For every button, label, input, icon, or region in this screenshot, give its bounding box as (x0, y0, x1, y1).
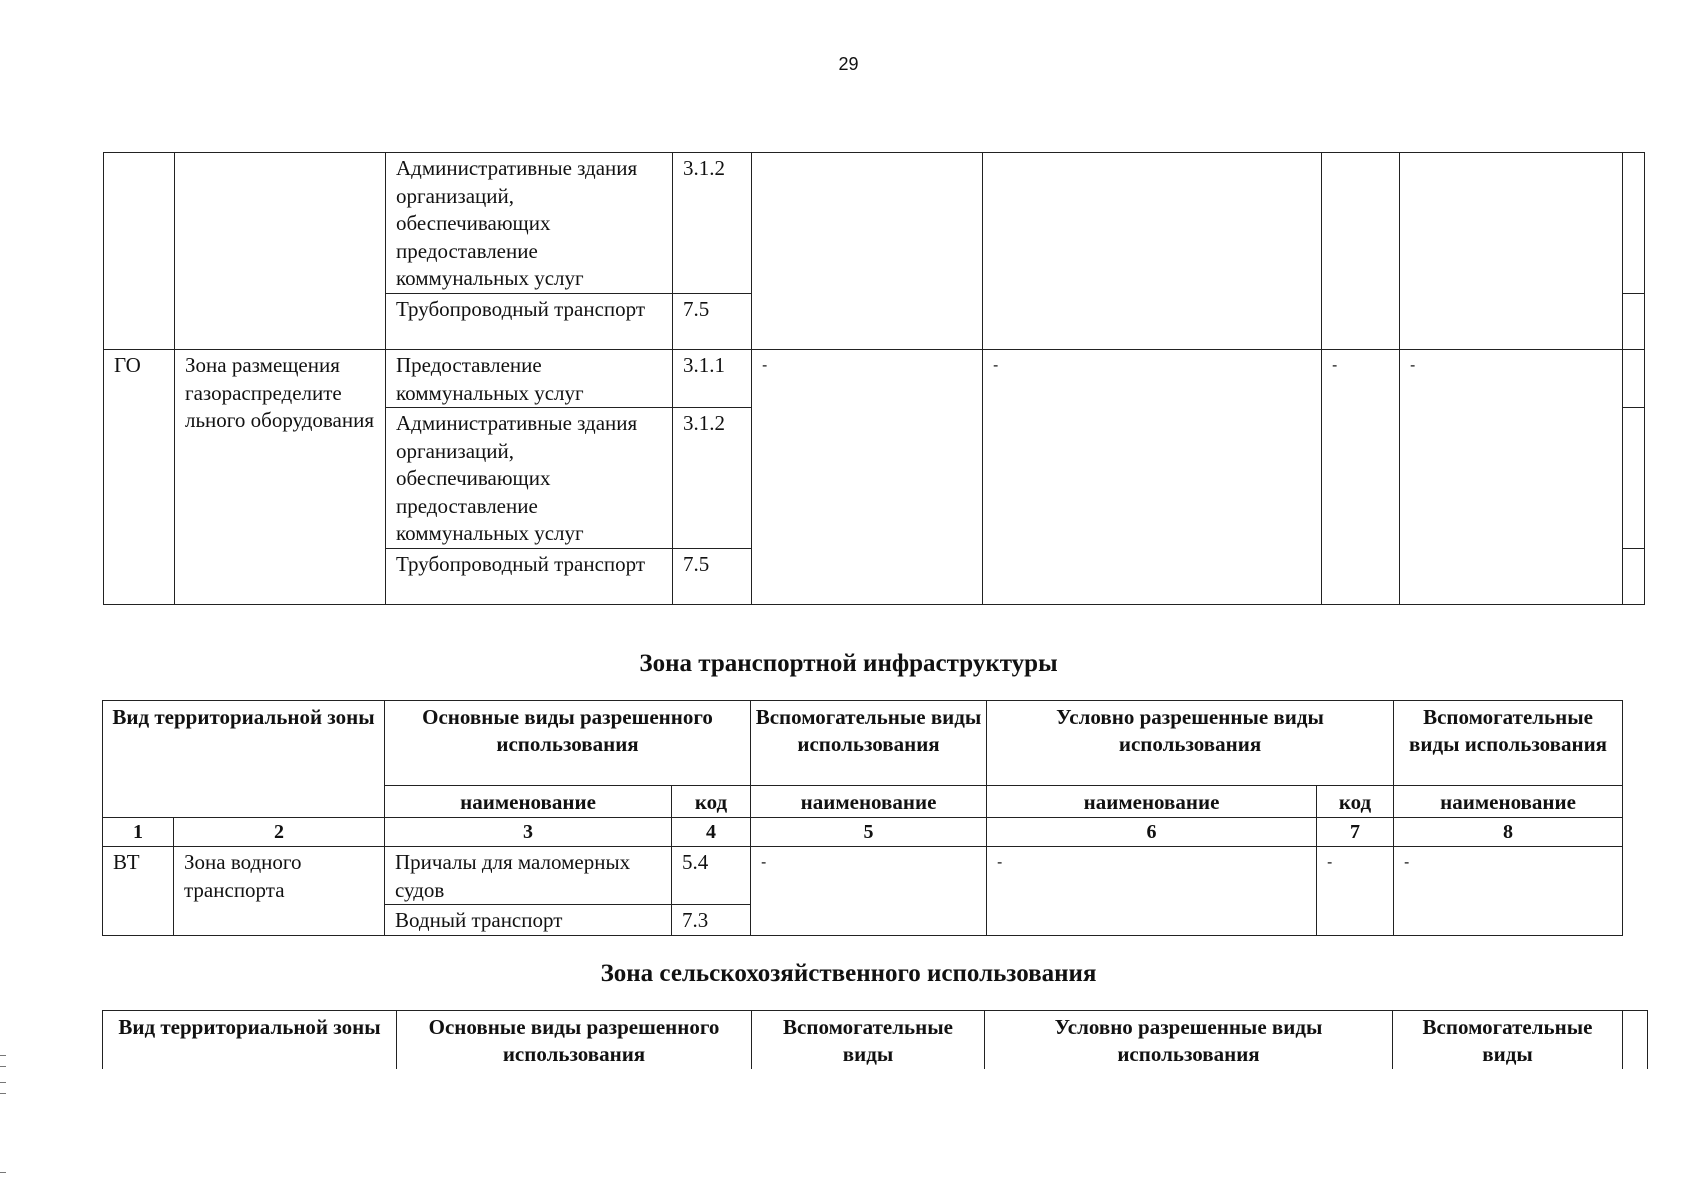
header-aux-uses2: Вспомогательные виды использования (1394, 701, 1623, 786)
use-name-cell: Трубопроводный транспорт (386, 294, 673, 350)
use-code-cell: 3.1.2 (673, 153, 752, 294)
column-number: 6 (987, 818, 1317, 847)
header-zone-type: Вид территориальной зоны (103, 701, 385, 818)
transport-zone-table (102, 700, 1623, 936)
header-main-uses: Основные виды разрешенного использования (397, 1011, 752, 1069)
zone-code-cell (104, 153, 175, 350)
zone-code-cell: ГО (104, 350, 175, 605)
use-name-cell: Административные здания организаций, обеспечивающих предоставление коммунальных услуг (386, 408, 673, 549)
scan-mark (0, 1066, 6, 1067)
header-aux-uses: Вспомогательные виды (752, 1011, 985, 1069)
cond-use-name-cell: - (987, 847, 1317, 936)
header-zone-type: Вид территориальной зоны (103, 1011, 397, 1069)
use-name-cell: Предоставление коммунальных услуг (386, 350, 673, 408)
cond-use-code-cell: - (1317, 847, 1394, 936)
use-code-cell: 3.1.2 (673, 408, 752, 549)
column-number: 3 (385, 818, 672, 847)
use-code-cell: 5.4 (672, 847, 751, 905)
cond-use-code-cell: - (1322, 350, 1400, 605)
section-title-agri: Зона сельскохозяйственного использования (600, 960, 1097, 987)
edge-cell (1623, 1011, 1648, 1069)
aux-use2-cell (1400, 153, 1623, 350)
subheader-name: наименование (1394, 786, 1623, 818)
column-number: 4 (672, 818, 751, 847)
scan-mark (0, 1055, 6, 1056)
zone-name-cell: Зона водного транспорта (174, 847, 385, 936)
edge-cell (1623, 408, 1645, 549)
zone-name-cell (175, 153, 386, 350)
aux-use-cell: - (751, 847, 987, 936)
aux-use-cell (752, 153, 983, 350)
header-cond-uses: Условно разрешенные виды использования (987, 701, 1394, 786)
header-main-uses: Основные виды разрешенного использования (385, 701, 751, 786)
header-aux-uses: Вспомогательные виды использования (751, 701, 987, 786)
scan-mark (0, 1172, 6, 1173)
subheader-name: наименование (385, 786, 672, 818)
edge-cell (1623, 153, 1645, 294)
zones-table-continued (103, 152, 1645, 605)
subheader-code: код (1317, 786, 1394, 818)
use-code-cell: 3.1.1 (673, 350, 752, 408)
scan-mark (0, 1082, 6, 1083)
use-code-cell: 7.3 (672, 905, 751, 936)
column-number: 2 (174, 818, 385, 847)
scan-mark (0, 1093, 6, 1094)
page-number: 29 (838, 54, 859, 74)
aux-use2-cell: - (1394, 847, 1623, 936)
subheader-name: наименование (987, 786, 1317, 818)
use-code-cell: 7.5 (673, 549, 752, 605)
subheader-code: код (672, 786, 751, 818)
edge-cell (1623, 294, 1645, 350)
column-number: 5 (751, 818, 987, 847)
column-number: 8 (1394, 818, 1623, 847)
edge-cell (1623, 350, 1645, 408)
column-number: 7 (1317, 818, 1394, 847)
cond-use-code-cell (1322, 153, 1400, 350)
aux-use-cell: - (752, 350, 983, 605)
section-title-transport: Зона транспортной инфраструктуры (639, 650, 1058, 677)
zone-name-cell: Зона размещения газораспределите льного оборудования (175, 350, 386, 605)
aux-use2-cell: - (1400, 350, 1623, 605)
use-name-cell: Административные здания организаций, обеспечивающих предоставление коммунальных услуг (386, 153, 673, 294)
use-code-cell: 7.5 (673, 294, 752, 350)
subheader-name: наименование (751, 786, 987, 818)
column-number: 1 (103, 818, 174, 847)
agri-zone-table (102, 1010, 1648, 1069)
use-name-cell: Трубопроводный транспорт (386, 549, 673, 605)
use-name-cell: Водный транспорт (385, 905, 672, 936)
header-cond-uses: Условно разрешенные виды использования (985, 1011, 1393, 1069)
use-name-cell: Причалы для маломерных судов (385, 847, 672, 905)
cond-use-name-cell: - (983, 350, 1322, 605)
edge-cell (1623, 549, 1645, 605)
cond-use-name-cell (983, 153, 1322, 350)
header-aux-uses2: Вспомогательные виды (1393, 1011, 1623, 1069)
zone-code-cell: ВТ (103, 847, 174, 936)
